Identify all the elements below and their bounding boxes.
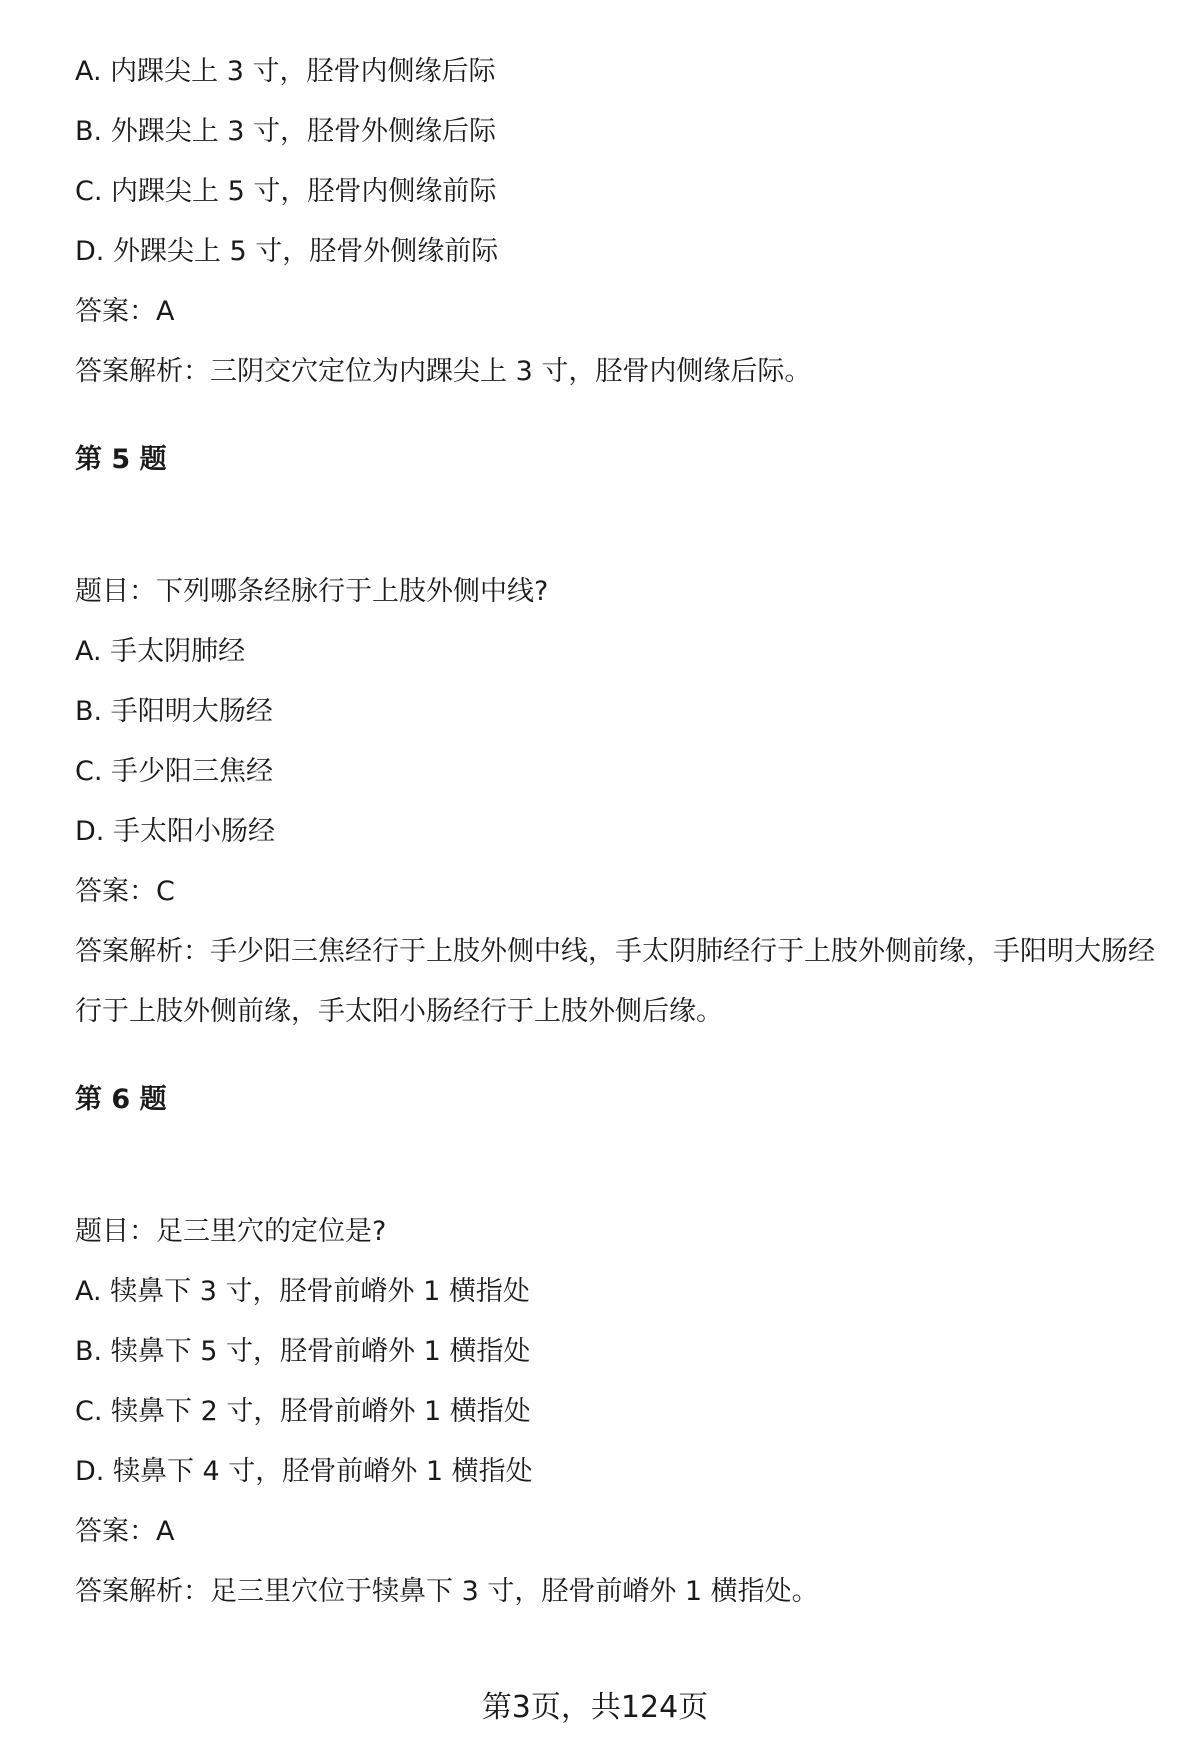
q4-option-c: C. 内踝尖上 5 寸，胫骨内侧缘前际 bbox=[75, 176, 497, 207]
q6-option-c: C. 犊鼻下 2 寸，胫骨前嵴外 1 横指处 bbox=[75, 1396, 531, 1427]
q4-option-a: A. 内踝尖上 3 寸，胫骨内侧缘后际 bbox=[75, 56, 496, 87]
q6-option-d: D. 犊鼻下 4 寸，胫骨前嵴外 1 横指处 bbox=[75, 1456, 533, 1487]
question-5 bbox=[75, 430, 1165, 1042]
q6-option-b: B. 犊鼻下 5 寸，胫骨前嵴外 1 横指处 bbox=[75, 1336, 531, 1367]
q4-explanation: 答案解析：三阴交穴定位为内踝尖上 3 寸，胫骨内侧缘后际。 bbox=[75, 356, 812, 387]
q5-option-d: D. 手太阳小肠经 bbox=[75, 816, 275, 847]
q6-explanation: 答案解析：足三里穴位于犊鼻下 3 寸，胫骨前嵴外 1 横指处。 bbox=[75, 1576, 819, 1607]
q6-heading: 第 6 题 bbox=[75, 1084, 167, 1115]
document-page bbox=[75, 42, 1165, 1622]
q5-option-a: A. 手太阴肺经 bbox=[75, 636, 246, 667]
question-6 bbox=[75, 1070, 1165, 1622]
q5-heading: 第 5 题 bbox=[75, 444, 167, 475]
q4-option-b: B. 外踝尖上 3 寸，胫骨外侧缘后际 bbox=[75, 116, 497, 147]
q6-question: 题目：足三里穴的定位是? bbox=[75, 1216, 387, 1247]
q4-option-d: D. 外踝尖上 5 寸，胫骨外侧缘前际 bbox=[75, 236, 499, 267]
q6-answer: 答案：A bbox=[75, 1516, 175, 1547]
q5-explanation: 答案解析：手少阳三焦经行于上肢外侧中线，手太阴肺经行于上肢外侧前缘，手阳明大肠经行于上肢外侧前缘，手太阳小肠经行于上肢外侧后缘。 bbox=[75, 936, 1155, 1027]
question-4-tail bbox=[75, 42, 1165, 402]
q5-answer: 答案：C bbox=[75, 876, 175, 907]
q5-option-b: B. 手阳明大肠经 bbox=[75, 696, 273, 727]
page-number-footer: 第3页，共124页 bbox=[481, 1690, 709, 1725]
q6-option-a: A. 犊鼻下 3 寸，胫骨前嵴外 1 横指处 bbox=[75, 1276, 530, 1307]
q5-question: 题目：下列哪条经脉行于上肢外侧中线? bbox=[75, 576, 549, 607]
q4-answer: 答案：A bbox=[75, 296, 175, 327]
q5-option-c: C. 手少阳三焦经 bbox=[75, 756, 274, 787]
